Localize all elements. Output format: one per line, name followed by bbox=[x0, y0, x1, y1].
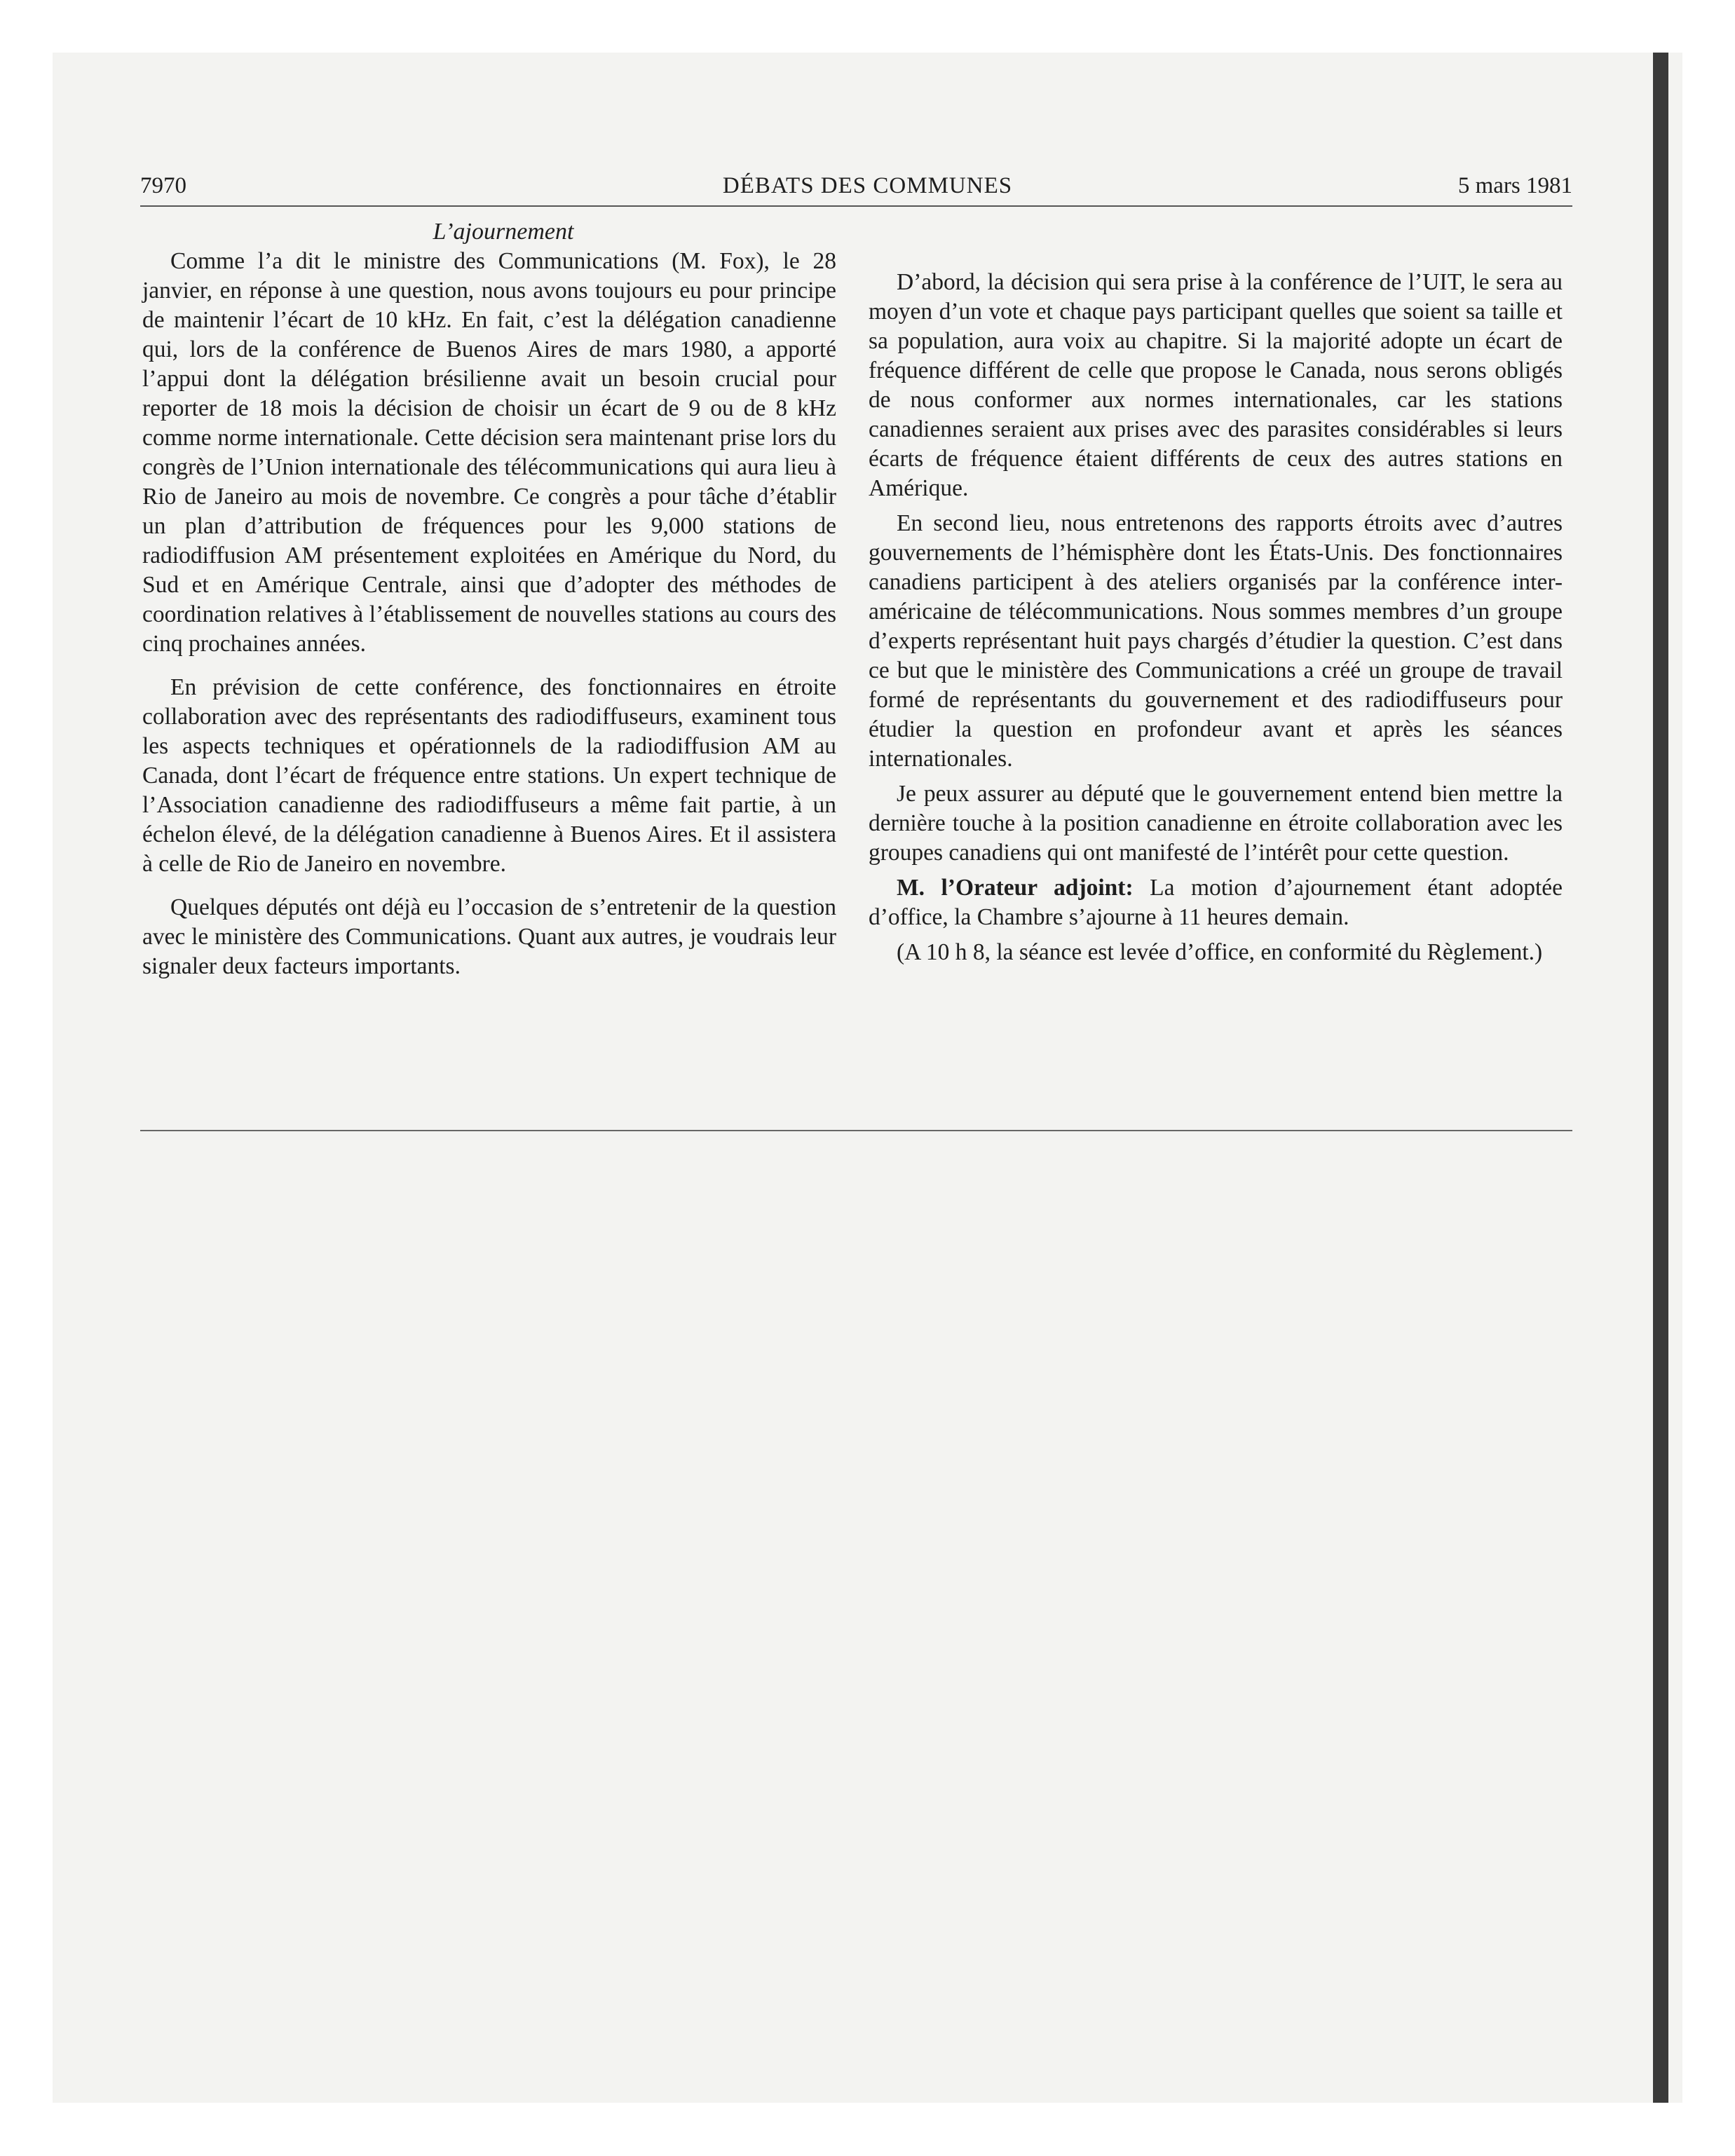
header-rule bbox=[140, 205, 1572, 207]
paragraph: Comme l’a dit le ministre des Communications (M. Fox), le 28 janvier, en réponse à une question, nous avons toujours eu pour principe de maintenir l’écart de 10 kHz. En fait, c’est la délégation canadienne qui, lors de la conférence de Buenos Aires de mars 1980, a apporté l’appui dont la délégation brésilienne avait un besoin crucial pour reporter de 18 mois la décision de choisir un écart de 9 ou de 8 kHz comme norme internationale. Cette décision sera maintenant prise lors du congrès de l’Union internationale des télécommunications qui aura lieu à Rio de Janeiro au mois de novembre. Ce congrès a pour tâche d’établir un plan d’attribution de fréquences pour les 9,000 stations de radiodiffusion AM présentement exploitées en Amérique du Nord, du Sud et en Amérique Centrale, ainsi que d’adopter des méthodes de coordination relatives à l’établissement de nouvelles stations au cours des cinq prochaines années. bbox=[142, 248, 836, 657]
left-column bbox=[142, 217, 836, 981]
running-title: DÉBATS DES COMMUNES bbox=[722, 173, 1013, 198]
footer-rule bbox=[140, 1130, 1572, 1131]
page-number: 7970 bbox=[140, 173, 186, 198]
speaker-statement: La motion d’ajournement étant adoptée d’office, la Chambre s’ajourne à 11 heures demain. bbox=[869, 875, 1563, 930]
paragraph: Quelques députés ont déjà eu l’occasion de s’entretenir de la question avec le ministère des Communications. Quant aux autres, je voudrais leur signaler deux facteurs importants. bbox=[142, 894, 836, 979]
paragraph: En prévision de cette conférence, des fonctionnaires en étroite collaboration avec des représentants des radiodiffuseurs, examinent tous les aspects techniques et opérationnels de la radiodiffusion AM au Canada, dont l’écart de fréquence entre stations. Un expert technique de l’Association canadienne des radiodiffuseurs a même fait partie, à un échelon élevé, de la délégation canadienne à Buenos Aires. Et il assistera à celle de Rio de Janeiro en novembre. bbox=[142, 674, 836, 877]
paragraph: Je peux assurer au député que le gouvernement entend bien mettre la dernière touche à la position canadienne en étroite collaboration avec les groupes canadiens qui ont manifesté de l’intérêt pour cette question. bbox=[869, 781, 1563, 866]
closing-note: (A 10 h 8, la séance est levée d’office, en conformité du Règlement.) bbox=[897, 939, 1543, 965]
speaker-name: M. l’Orateur adjoint: bbox=[897, 875, 1134, 901]
right-column bbox=[869, 268, 1563, 967]
paragraph: D’abord, la décision qui sera prise à la conférence de l’UIT, le sera au moyen d’un vote et chaque pays participant quelles que soient sa taille et sa population, aura voix au chapitre. Si la majorité adopte un écart de fréquence différent de celle que propose le Canada, nous serons obligés de nous conformer aux normes internationales, car les stations canadiennes seraient aux prises avec des parasites considérables si leurs écarts de fréquence étaient différents de ceux des autres stations en Amérique. bbox=[869, 269, 1563, 501]
paragraph: En second lieu, nous entretenons des rapports étroits avec d’autres gouvernements de l’hémisphère dont les États-Unis. Des fonctionnaires canadiens participent à des ateliers organisés par la conférence inter-américaine de télécommunications. Nous sommes membres d’un groupe d’experts représentant huit pays chargés d’étudier la question. C’est dans ce but que le ministère des Communications a créé un groupe de travail formé de représentants du gouvernement et des radiodiffuseurs pour étudier la question en profondeur avant et après les séances internationales. bbox=[869, 510, 1563, 772]
speaker-paragraph bbox=[869, 873, 1563, 932]
section-heading: L’ajournement bbox=[433, 219, 574, 245]
page-date: 5 mars 1981 bbox=[1457, 173, 1572, 198]
